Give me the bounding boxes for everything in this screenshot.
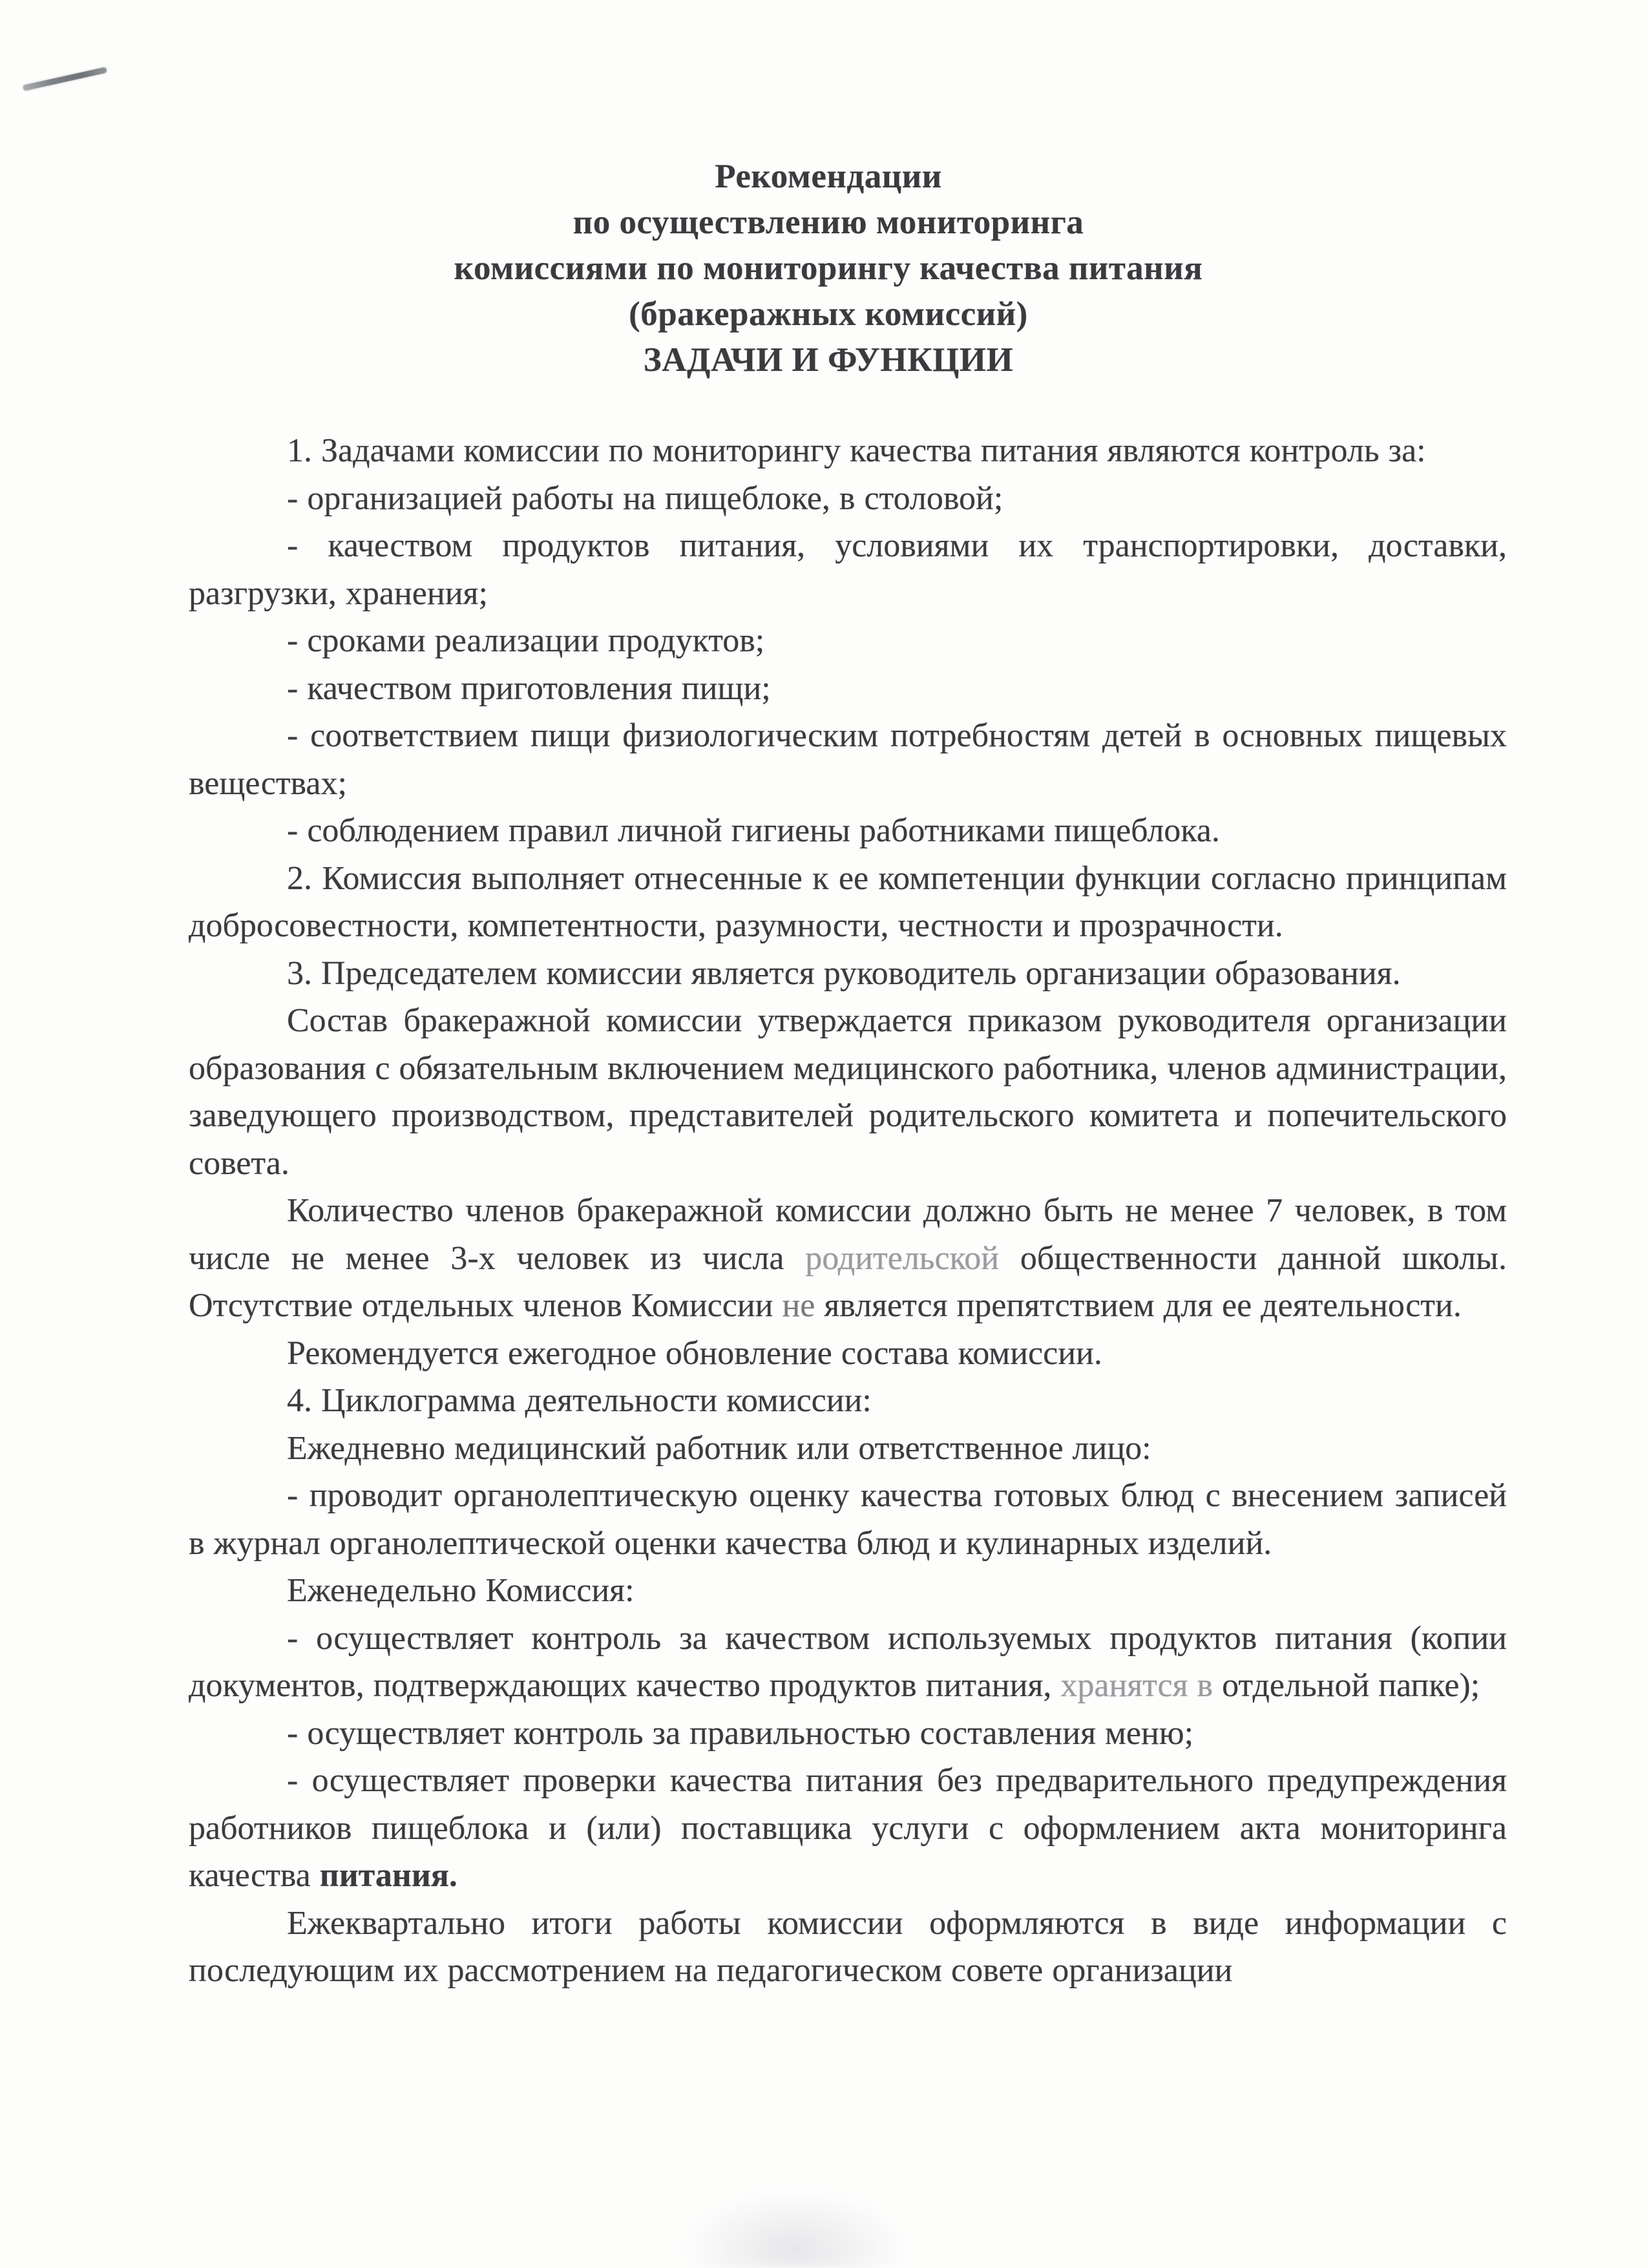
- paragraph-quarterly: [189, 1900, 1507, 1995]
- title-line-commissions: комиссиями по мониторингу качества питания: [454, 249, 1203, 287]
- faded-word: хранятся в: [1060, 1667, 1213, 1704]
- list-item-product-control: [189, 1615, 1507, 1710]
- paragraph-text: - организацией работы на пищеблоке, в столовой;: [287, 479, 1003, 517]
- paragraph-text: Количество членов бракеражной комиссии должно быть не менее 7 человек, в том числе не менее 3-х человек из числа: [189, 1192, 1507, 1277]
- paragraph-member-count: [189, 1187, 1507, 1330]
- paragraph-text: - качеством приготовления пищи;: [287, 669, 771, 707]
- paragraph-text: - проводит органолептическую оценку качества готовых блюд с внесением записей в журнал органолептической оценки качества блюд и кулинарных изделий.: [189, 1477, 1507, 1562]
- paragraph-text: - качеством продуктов питания, условиями их транспортировки, доставки, разгрузки, хранения;: [189, 527, 1507, 612]
- paragraph-text: является препятствием для ее деятельности.: [815, 1287, 1462, 1324]
- title-line-brakerage: (бракеражных комиссий): [629, 295, 1028, 333]
- list-item-menu-control: [189, 1710, 1507, 1758]
- paragraph-annual-renewal: [189, 1330, 1507, 1378]
- paragraph-cyclogram: [189, 1377, 1507, 1425]
- paragraph-text: - осуществляет контроль за качеством используемых продуктов питания (копии документов, подтверждающих качество продуктов питания,: [189, 1619, 1507, 1704]
- pen-stroke-artifact: [23, 67, 107, 91]
- paragraph-text: - осуществляет контроль за правильностью составления меню;: [287, 1714, 1194, 1752]
- paragraph-text: - сроками реализации продуктов;: [287, 622, 765, 659]
- paragraph-daily: [189, 1425, 1507, 1473]
- paragraph-text: - осуществляет проверки качества питания без предварительного предупреждения работников пищеблока и (или) поставщика услуги с оформлением акта мониторинга качества: [189, 1762, 1507, 1894]
- list-item-cooking-quality: [189, 665, 1507, 713]
- list-item-org-work: [189, 475, 1507, 523]
- paragraph-tasks-intro: [189, 427, 1507, 475]
- document-title: [189, 154, 1507, 383]
- paragraph-text: 4. Циклограмма деятельности комиссии:: [287, 1382, 872, 1419]
- list-item-sale-terms: [189, 617, 1507, 665]
- paragraph-text: отдельной папке);: [1213, 1667, 1480, 1704]
- paragraph-text: Ежеквартально итоги работы комиссии оформляются в виде информации с последующим их рассмотрением на педагогическом совете организации: [189, 1904, 1507, 1989]
- list-item-organoleptic: [189, 1472, 1507, 1567]
- title-line-tasks-functions: ЗАДАЧИ И ФУНКЦИИ: [643, 341, 1014, 379]
- faded-word: родительской: [805, 1239, 1000, 1277]
- list-item-product-quality: [189, 522, 1507, 617]
- document-body: [189, 427, 1507, 1995]
- list-item-hygiene: [189, 807, 1507, 855]
- paragraph-text: 1. Задачами комиссии по мониторингу качества питания являются контроль за:: [287, 432, 1426, 469]
- paragraph-chairman: [189, 950, 1507, 998]
- paragraph-weekly: [189, 1567, 1507, 1615]
- paragraph-text: Состав бракеражной комиссии утверждается приказом руководителя организации образования с обязательным включением медицинского работника, членов администрации, заведующего производством, представителей родительского комитета и попечительского совета.: [189, 1002, 1507, 1182]
- paragraph-text: общественности данной школы. Отсутствие отдельных членов Комиссии: [189, 1239, 1507, 1324]
- paragraph-composition: [189, 997, 1507, 1187]
- paragraph-text: Рекомендуется ежегодное обновление состава комиссии.: [287, 1334, 1102, 1372]
- paragraph-text: Ежедневно медицинский работник или ответственное лицо:: [287, 1429, 1151, 1467]
- faded-word: не: [782, 1287, 815, 1324]
- title-line-monitoring: по осуществлению мониторинга: [572, 204, 1084, 241]
- scan-smudge-artifact: [682, 2190, 908, 2268]
- title-line-recommendations: Рекомендации: [715, 158, 942, 195]
- paragraph-text: 3. Председателем комиссии является руководитель организации образования.: [287, 954, 1401, 992]
- paragraph-text: - соблюдением правил личной гигиены работниками пищеблока.: [287, 812, 1220, 849]
- paragraph-text: - соответствием пищи физиологическим потребностям детей в основных пищевых веществах;: [189, 717, 1507, 802]
- document-content: [189, 154, 1507, 1995]
- list-item-phys-needs: [189, 712, 1507, 807]
- list-item-unannounced-checks: [189, 1757, 1507, 1900]
- paragraph-text: 2. Комиссия выполняет отнесенные к ее компетенции функции согласно принципам добросовестности, компетентности, разумности, честности и прозрачности.: [189, 859, 1507, 944]
- paragraph-commission-principles: [189, 855, 1507, 950]
- paragraph-text: Еженедельно Комиссия:: [287, 1572, 635, 1609]
- bold-word: питания.: [319, 1857, 457, 1894]
